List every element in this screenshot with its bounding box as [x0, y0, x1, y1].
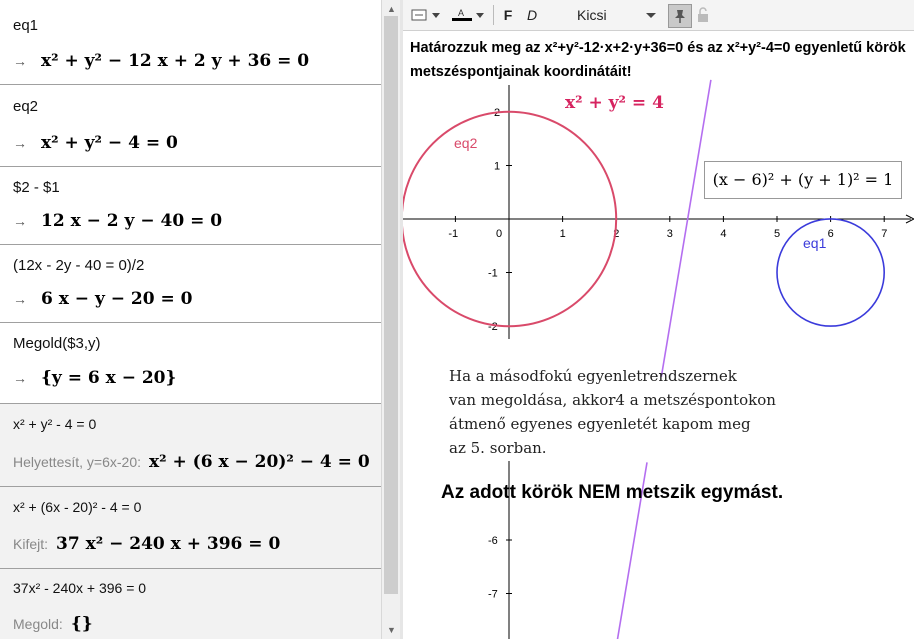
x-tick-label: 0	[496, 228, 503, 240]
x-tick-label: 2	[613, 228, 620, 240]
cas-output: → {y = 6 x − 20}	[13, 368, 177, 388]
graphics-view[interactable]	[403, 31, 914, 639]
cas-view	[0, 0, 382, 639]
x-tick-label: 1	[559, 228, 566, 240]
circle-equation-box[interactable]: (x − 6)² + (y + 1)² = 1	[704, 161, 902, 199]
x-tick-label: 7	[881, 228, 888, 240]
cas-output: Helyettesít, y=6x-20: x² + (6 x − 20)² − 4 = 0	[13, 452, 370, 472]
style-toolbar	[403, 0, 914, 31]
x-tick-label: 3	[666, 228, 673, 240]
scroll-thumb[interactable]	[384, 16, 398, 594]
x-tick-label: 4	[720, 228, 727, 240]
cas-output: Megold: {}	[13, 614, 93, 634]
bold-button[interactable]: F	[503, 7, 513, 23]
cas-output: Kifejt: 37 x² − 240 x + 396 = 0	[13, 534, 281, 554]
cas-row-5[interactable]	[0, 323, 381, 404]
arrow-icon: →	[13, 291, 27, 307]
arrow-icon: →	[13, 370, 27, 386]
y-tick-label: -1	[488, 267, 498, 280]
cas-output: → x² + y² − 4 = 0	[13, 133, 178, 153]
arrow-icon: →	[13, 135, 27, 151]
svg-text:A: A	[458, 8, 465, 18]
cas-input[interactable]: x² + (6x - 20)² - 4 = 0	[13, 499, 142, 515]
italic-button[interactable]: D	[526, 7, 538, 23]
cas-row-2[interactable]	[0, 85, 381, 167]
cas-row-8[interactable]	[0, 569, 381, 639]
problem-heading: Határozzuk meg az x²+y²-12·x+2·y+36=0 és az x²+y²-4=0 egyenletű körök metszéspontjainak koordinátáit!	[410, 40, 906, 80]
arrow-icon: →	[13, 213, 27, 229]
chevron-down-icon	[645, 4, 657, 26]
eq2-label[interactable]: eq2	[454, 135, 478, 151]
cas-output: → 12 x − 2 y − 40 = 0	[13, 211, 223, 231]
text-size-select[interactable]: Kicsi	[553, 4, 663, 26]
y-tick-label: 1	[494, 160, 501, 173]
cas-input[interactable]: eq2	[13, 98, 39, 115]
cas-input[interactable]: 37x² - 240x + 396 = 0	[13, 580, 147, 596]
cas-row-7[interactable]	[0, 487, 381, 569]
y-tick-label: 2	[494, 107, 501, 119]
cas-output: → 6 x − y − 20 = 0	[13, 289, 193, 309]
arrow-icon: →	[13, 53, 27, 69]
frame-icon	[409, 4, 443, 26]
text-color-button[interactable]	[449, 4, 487, 26]
cas-row-1[interactable]	[0, 0, 381, 85]
text-color-icon	[449, 4, 487, 26]
y-tick-label: -6	[488, 535, 498, 547]
lock-button[interactable]	[694, 4, 714, 26]
scroll-down-icon[interactable]: ▼	[387, 625, 396, 635]
cas-input[interactable]: $2 - $1	[13, 179, 60, 196]
cas-input[interactable]: (12x - 2y - 40 = 0)/2	[13, 257, 145, 274]
circle-equation-label[interactable]: x² + y² = 4	[565, 93, 664, 113]
lock-icon	[694, 4, 714, 26]
pin-button[interactable]	[668, 4, 692, 28]
pin-icon	[669, 5, 691, 27]
cas-input[interactable]: Megold($3,y)	[13, 335, 101, 352]
explanation-text[interactable]: Ha a másodfokú egyenletrendszernek van megoldása, akkor4 a metszéspontokon átmenő egyenes egyenletét kapom meg az 5. sorban.	[449, 367, 776, 457]
eq1-label[interactable]: eq1	[803, 235, 827, 251]
scroll-up-icon[interactable]: ▲	[387, 4, 396, 14]
conclusion-text[interactable]: Az adott körök NEM metszik egymást.	[441, 482, 784, 503]
cas-row-3[interactable]	[0, 167, 381, 245]
cas-output: → x² + y² − 12 x + 2 y + 36 = 0	[13, 51, 310, 71]
cas-input[interactable]: eq1	[13, 17, 39, 34]
y-tick-label: -2	[488, 321, 498, 333]
x-tick-label: -1	[448, 228, 459, 240]
cas-input[interactable]: x² + y² - 4 = 0	[13, 416, 97, 432]
cas-scrollbar[interactable]	[381, 0, 401, 639]
y-tick-label: -7	[488, 588, 498, 601]
x-tick-label: 5	[774, 228, 781, 240]
cas-row-4[interactable]	[0, 245, 381, 323]
graphics-canvas[interactable]	[403, 31, 914, 639]
object-style-button[interactable]	[409, 4, 443, 26]
cas-row-6[interactable]	[0, 404, 381, 487]
x-tick-label: 6	[827, 228, 834, 240]
